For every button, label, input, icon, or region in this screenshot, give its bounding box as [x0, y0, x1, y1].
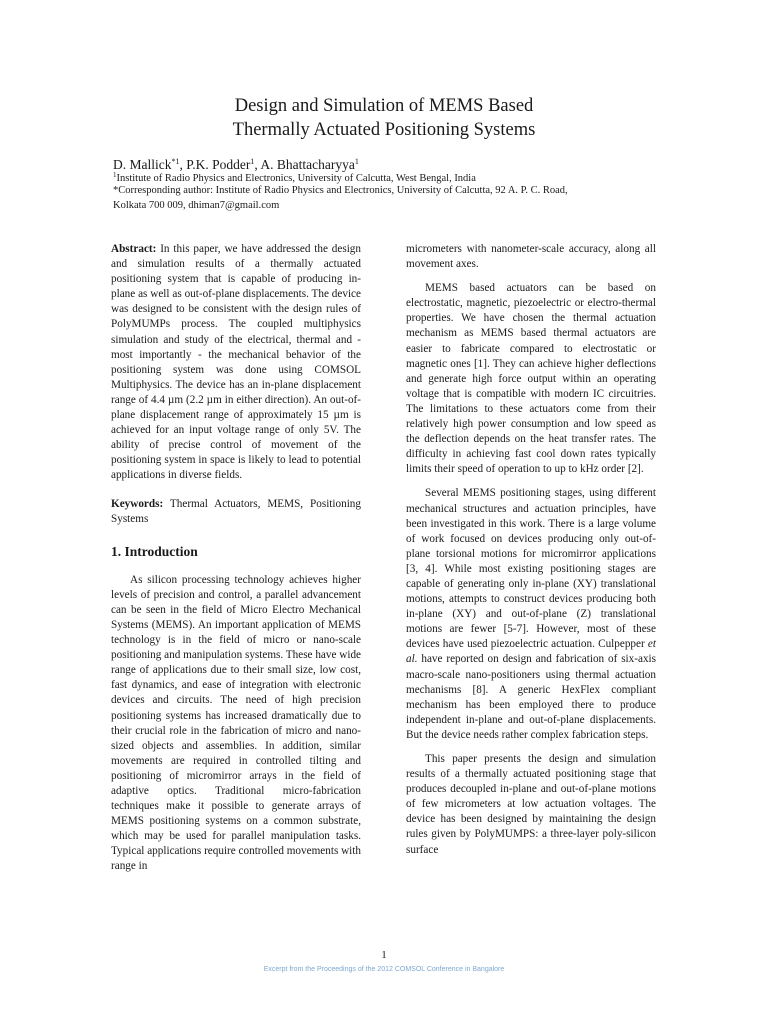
page-number: 1 — [381, 949, 387, 961]
corresponding-author-line-1: *Corresponding author: Institute of Radio Physics and Electronics, University of Calcutta, 92 A. P. C. Road, — [113, 185, 568, 196]
body-paragraph: micrometers with nanometer-scale accuracy, along all movement axes. — [406, 243, 656, 271]
citation-italic: et al. — [406, 638, 656, 666]
left-column — [111, 242, 361, 875]
affiliation-mark: 1 — [113, 171, 117, 179]
body-paragraph — [406, 486, 656, 743]
conference-footer: Excerpt from the Proceedings of the 2012 COMSOL Conference in Bangalore — [263, 966, 505, 973]
author-name: D. Mallick — [113, 157, 172, 172]
abstract-label: Abstract: — [111, 243, 157, 255]
author-name: P.K. Podder — [186, 157, 251, 172]
paper-title-line-1: Design and Simulation of MEMS Based — [234, 96, 534, 116]
section-heading-introduction: 1. Introduction — [111, 543, 198, 559]
body-text: have reported on design and fabrication of six-axis macro-scale nano-positioners using thermal actuation mechanisms [8]. A generic HexFlex compliant mechanism has been employed there to produce independent in-plane and out-of-plane displacements. But the device needs rather complex fabrication steps. — [406, 653, 656, 741]
abstract-paragraph — [111, 242, 361, 484]
author-separator: , — [179, 157, 187, 172]
author-separator: , — [254, 157, 261, 172]
paper-title-line-2: Thermally Actuated Positioning Systems — [232, 120, 536, 140]
keywords-paragraph — [111, 497, 361, 527]
body-text: Several MEMS positioning stages, using different mechanical structures and actuation principles, have been investigated in this work. There is a large volume of work focused on devices producing only out-of-plane torsional motions for micromirror applications [3, 4]. While most existing positioning stages are capable of generating only in-plane (XY) translational motions, attempts to construct devices producing both in-plane (XY) and out-of-plane (Z) translational motions are fewer [5-7]. However, most of these devices have used piezoelectric actuation. Culpepper — [406, 487, 656, 651]
author-affiliation-mark: 1 — [250, 157, 255, 166]
author-affiliation-mark: *1 — [171, 157, 180, 166]
abstract-text: In this paper, we have addressed the design and simulation results of a thermally actuated positioning system that is capable of producing in-plane as well as out-of-plane displacements. The device was designed to be consistent with the design rules of PolyMUMPs process. The coupled multiphysics simulation and study of the electrical, thermal and - most importantly - the mechanical behavior of the positioning system was done using COMSOL Multiphysics. The device has an in-plane displacement range of 4.4 µm (2.2 µm in either direction). An out-of-plane displacement range of approximately 15 µm is achieved for an input voltage range of only 5V. The ability of precise control of movement of the positioning system in space is likely to lead to potential applications in diverse fields. — [111, 243, 361, 482]
intro-paragraph: As silicon processing technology achieves higher levels of precision and control, a parallel advancement can be seen in the field of Micro Electro Mechanical Systems (MEMS). An important application of MEMS technology is in the field of micro or nano-scale positioning and manipulation systems. These have wide range of applications due to their small size, low cost, fast dynamics, and ease of integration with electronic devices and circuits. The need of high precision positioning systems has increased dramatically due to their crucial role in the fabrication of micro and nano-sized objects and assemblies. In addition, similar movements are required in controlled tilting and positioning of micromirror arrays in the field of adaptive optics. Traditional micro-fabrication techniques make it possible to generate arrays of MEMS positioning systems on a common substrate, which may be used for parallel manipulation tasks. Typical applications require controlled movements with range in — [111, 573, 361, 873]
affiliation-text: Institute of Radio Physics and Electronics, University of Calcutta, West Bengal, India — [116, 173, 476, 184]
body-paragraph: MEMS based actuators can be based on electrostatic, magnetic, piezoelectric or electro-thermal properties. We have chosen the thermal actuation mechanism as MEMS based thermal actuators are easier to fabricate compared to electrostatic or magnetic ones [1]. They can achieve higher deflections and generate high force output within an operating voltage that is compatible with modern IC circuitries. The limitations to these actuators come from their relatively high power consumption and low speed as the deflection depends on the heat transfer rates. The difficulty in achieving fast cool down rates typically limits their speed of operation to up to kHz order [2]. — [406, 282, 656, 476]
keywords-text: Thermal Actuators, MEMS, Positioning Systems — [111, 497, 361, 525]
keywords-label: Keywords: — [111, 497, 164, 510]
author-affiliation-mark: 1 — [354, 157, 359, 166]
body-paragraph: This paper presents the design and simulation results of a thermally actuated positioning stage that produces decoupled in-plane and out-of-plane motions of few micrometers at low actuation voltages. The device has been designed by maintaining the design rules given by PolyMUMPS: a three-layer poly-silicon surface — [406, 753, 656, 856]
author-name: A. Bhattacharyya — [260, 157, 355, 172]
right-column — [406, 242, 656, 858]
corresponding-author-line-2: Kolkata 700 009, dhiman7@gmail.com — [113, 200, 280, 211]
